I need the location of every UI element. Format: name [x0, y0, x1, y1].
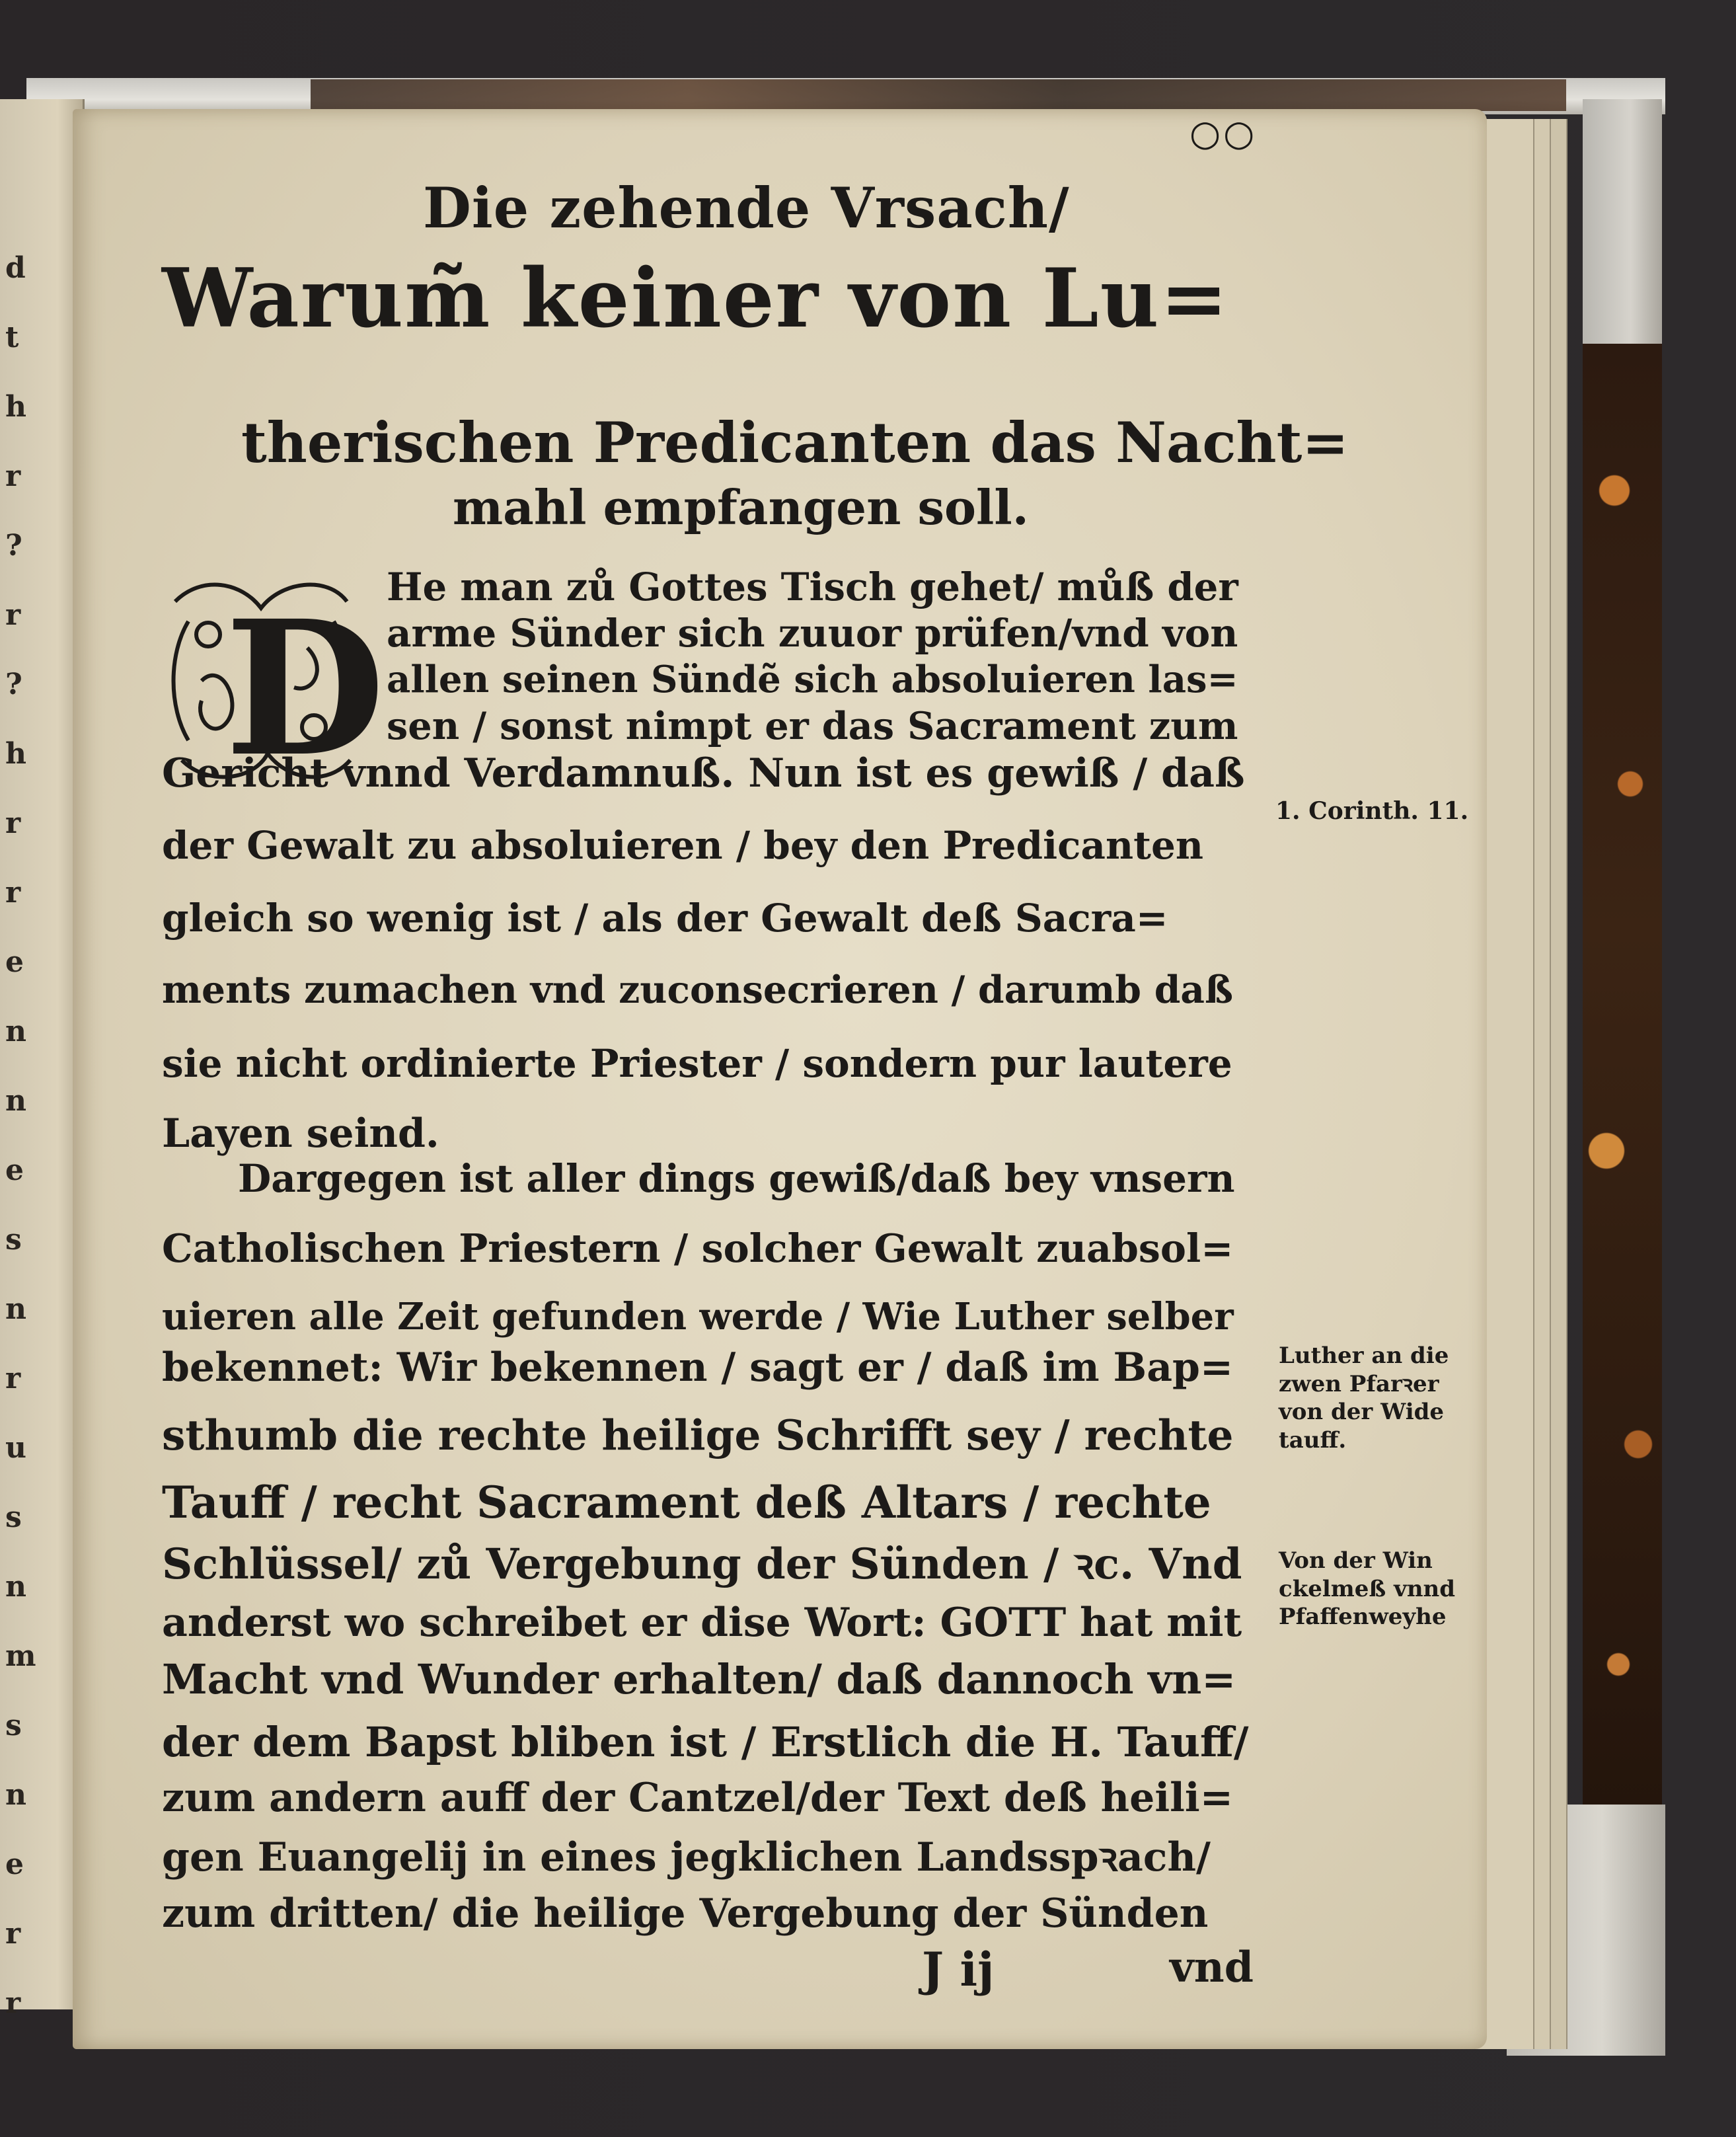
signature-mark: J ij [922, 1942, 995, 1997]
body-line: arme Sünder sich zuuor prüfen/vnd von [387, 611, 1238, 656]
left-page-letter: r [5, 459, 21, 493]
title-line-1: Warum̃ keiner von Lu= [162, 251, 1229, 346]
body-line: Tauff / recht Sacrament deß Altars / rechte [162, 1477, 1211, 1528]
margin-note-luther: Luther an die zwen Pfarꝛer von der Wide tauff. [1279, 1342, 1449, 1454]
body-line: gleich so wenig ist / als der Gewalt deß Sacra= [162, 896, 1168, 941]
body-line: gen Euangelij in eines jegklichen Landsspꝛach/ [162, 1834, 1211, 1881]
body-line: bekennet: Wir bekennen / sagt er / daß im Bap= [162, 1344, 1234, 1391]
body-line: allen seinen Sündẽ sich absoluieren las= [387, 658, 1238, 701]
left-page-letter: h [5, 390, 26, 424]
left-page-letter: m [5, 1639, 36, 1673]
left-page [0, 99, 85, 2020]
tortoiseshell-cover [1583, 344, 1662, 1811]
left-page-letter: u [5, 1431, 26, 1465]
left-page-letter: n [5, 1015, 26, 1048]
body-line: sen / sonst nimpt er das Sacrament zum [387, 703, 1238, 748]
left-page-letter: r [5, 1986, 21, 2020]
body-line: Catholischen Priestern / solcher Gewalt zuabsol= [162, 1225, 1234, 1271]
left-page-letter: t [5, 321, 19, 354]
left-page-letter: r [5, 1362, 21, 1395]
chapter-heading: Die zehende Vrsach/ [423, 175, 1070, 241]
margin-note-winckelmess: Von der Win ckelmeß vnnd Pfaffenweyhe [1279, 1547, 1456, 1630]
left-page-letter: h [5, 737, 26, 771]
body-line: der dem Bapst bliben ist / Erstlich die H. Tauff/ [162, 1718, 1249, 1766]
left-page-letter: n [5, 1292, 26, 1326]
spine-binding [311, 79, 1566, 111]
body-line: Schlüssel/ zů Vergebung der Sünden / ꝛc. Vnd [162, 1539, 1242, 1589]
left-page-letter: n [5, 1084, 26, 1118]
left-page-letter: n [5, 1570, 26, 1604]
initial-letter: D [225, 580, 385, 798]
body-line: sie nicht ordinierte Priester / sondern pur lautere [162, 1041, 1232, 1086]
left-page-letter: e [5, 1153, 24, 1187]
body-line: He man zů Gottes Tisch gehet/ můß der [387, 564, 1238, 609]
left-page-letter: ? [5, 668, 22, 701]
body-line: zum dritten/ die heilige Vergebung der Sünden [162, 1890, 1209, 1937]
left-page-letter: s [5, 1500, 22, 1534]
left-page-letter: ? [5, 529, 22, 563]
left-page-letter: r [5, 806, 21, 840]
body-line: der Gewalt zu absoluieren / bey den Predicanten [162, 823, 1204, 868]
body-line: Macht vnd Wunder erhalten/ daß dannoch vn= [162, 1655, 1236, 1703]
body-line: sthumb die rechte heilige Schrifft sey / rechte [162, 1411, 1234, 1459]
folio-number: ○○ [1189, 112, 1258, 154]
left-page-letter: r [5, 598, 21, 632]
title-line-3: mahl empfangen soll. [453, 479, 1029, 535]
left-page-letter: r [5, 1917, 21, 1951]
body-line: uieren alle Zeit gefunden werde / Wie Luther selber [162, 1296, 1234, 1339]
cover-right-grey [1583, 99, 1662, 350]
left-page-letter: e [5, 945, 24, 979]
body-line: Layen seind. [162, 1110, 439, 1157]
body-line: zum andern auff der Cantzel/der Text deß heili= [162, 1775, 1233, 1821]
left-page-letter: e [5, 1847, 24, 1881]
catchword: vnd [1170, 1943, 1254, 1992]
body-line: ments zumachen vnd zuconsecrieren / darumb daß [162, 968, 1234, 1012]
left-page-letter: d [5, 251, 26, 285]
body-line: anderst wo schreibet er dise Wort: GOTT hat mit [162, 1600, 1242, 1646]
margin-note-corinth: 1. Corinth. 11. [1275, 797, 1469, 825]
left-page-letter: s [5, 1223, 22, 1257]
left-page-letter: r [5, 876, 21, 910]
body-line: Dargegen ist aller dings gewiß/daß bey vnsern [238, 1156, 1235, 1201]
left-page-letter: s [5, 1709, 22, 1742]
body-line: Gericht vnnd Verdamnuß. Nun ist es gewiß / daß [162, 750, 1245, 797]
title-line-2: therischen Predicanten das Nacht= [241, 410, 1349, 475]
left-page-letter: n [5, 1778, 26, 1812]
